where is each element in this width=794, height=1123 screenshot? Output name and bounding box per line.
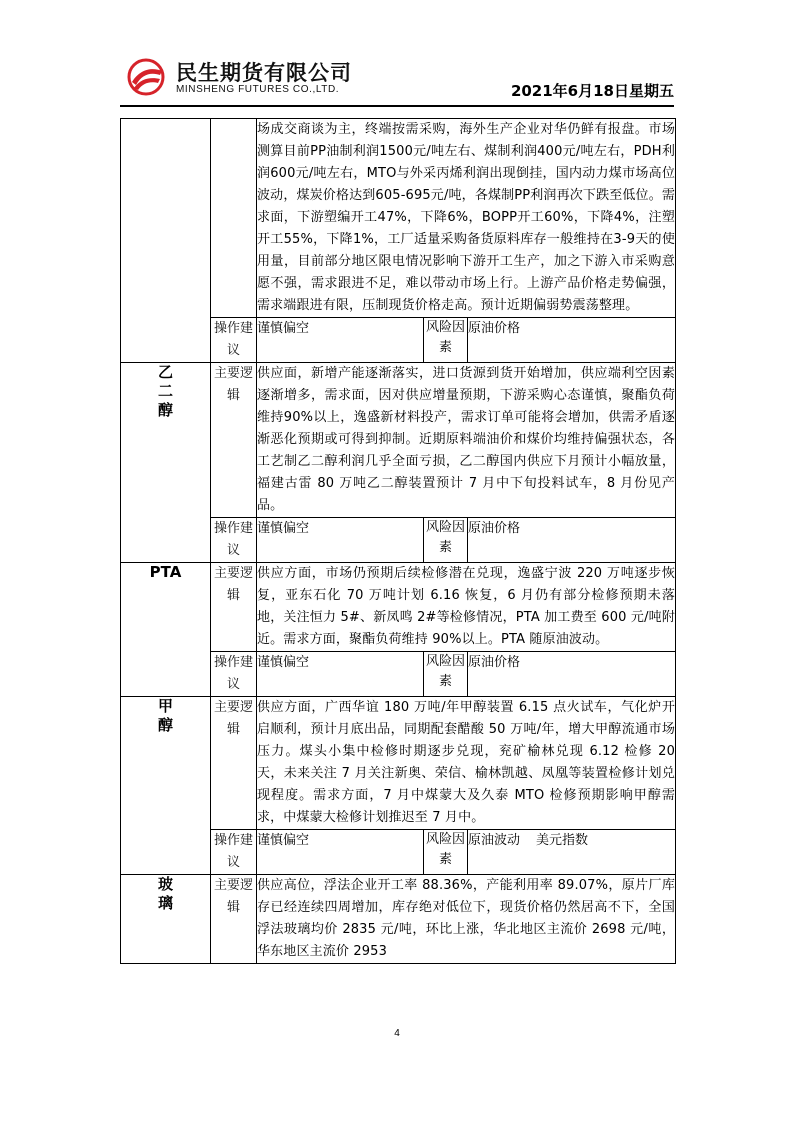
risk-value bbox=[468, 518, 676, 563]
logic-text: 供应高位，浮法企业开工率 88.36%，产能利用率 89.07%，原片厂库存已经连续四周增加，库存绝对低位下，现货价格仍然居高不下，全国浮法玻璃均价 2835 元/吨，环比上涨，华北地区主流价 2698 元/吨，华东地区主流价 2953 bbox=[257, 875, 676, 964]
logic-label: 主要逻辑 bbox=[211, 363, 257, 518]
company-logo bbox=[126, 55, 366, 101]
op-label: 操作建议 bbox=[211, 318, 257, 363]
product-cell bbox=[121, 875, 211, 964]
logic-label: 主要逻辑 bbox=[211, 875, 257, 964]
header-divider bbox=[120, 105, 674, 107]
table-row bbox=[121, 119, 676, 318]
report-date: 2021年6月18日星期五 bbox=[510, 82, 674, 100]
table-row bbox=[121, 697, 676, 830]
product-cell bbox=[121, 363, 211, 563]
risk-item: 原油价格 bbox=[468, 655, 521, 670]
page-number: 4 bbox=[394, 1028, 400, 1039]
logic-text: 场成交商谈为主，终端按需采购，海外生产企业对华仍鲜有报盘。市场测算目前PP油制利润1500元/吨左右、煤制利润400元/吨左右，PDH利润600元/吨左右，MTO与外采丙烯利润出现倒挂，国内动力煤市场高位波动，煤炭价格达到605-695元/吨，各煤制PP利润再次下跌至低位。需求面，下游塑编开工47%，下降6%，BOPP开工60%，下降4%，注塑开工55%，下降1%，工厂适量采购备货原料库存一般维持在3-9天的使用量，目前部分地区限电情况影响下游开工生产，加之下游入市采购意愿不强，需求跟进不足，难以带动市场上行。上游产品价格走势偏强，需求端跟进有限，压制现货价格走高。预计近期偏弱势震荡整理。 bbox=[257, 119, 676, 318]
table-row bbox=[121, 875, 676, 964]
op-label: 操作建议 bbox=[211, 518, 257, 563]
product-name: 甲醇 bbox=[157, 697, 173, 734]
op-value: 谨慎偏空 bbox=[257, 830, 424, 875]
logic-label: 主要逻辑 bbox=[211, 697, 257, 830]
logic-label bbox=[211, 119, 257, 318]
risk-item: 原油价格 bbox=[468, 521, 521, 536]
company-name-en: MINSHENG FUTURES CO.,LTD. bbox=[176, 84, 340, 95]
logic-text: 供应面，新增产能逐渐落实，进口货源到货开始增加，供应端利空因素逐渐增多，需求面，因对供应增量预期，下游采购心态谨慎，聚酯负荷维持90%以上，逸盛新材料投产，需求订单可能将会增加，供需矛盾逐渐恶化预期或可得到抑制。近期原料端油价和煤价均维持偏强状态，各工艺制乙二醇利润几乎全面亏损，乙二醇国内供应下月预计小幅放量，福建古雷 80 万吨乙二醇装置预计 7 月中下旬投料试车，8 月份见产品。 bbox=[257, 363, 676, 518]
product-cell: PTA bbox=[121, 563, 211, 697]
risk-item: 原油价格 bbox=[468, 321, 521, 336]
table-row bbox=[121, 363, 676, 518]
risk-label: 风险因素 bbox=[424, 318, 468, 363]
risk-value bbox=[468, 830, 676, 875]
logic-label: 主要逻辑 bbox=[211, 563, 257, 652]
op-value: 谨慎偏空 bbox=[257, 518, 424, 563]
logo-emblem-icon bbox=[126, 57, 166, 97]
risk-label: 风险因素 bbox=[424, 830, 468, 875]
risk-item: 原油波动 bbox=[468, 833, 521, 848]
logic-text: 供应方面，广西华谊 180 万吨/年甲醇装置 6.15 点火试车，气化炉开启顺利，预计月底出品，同期配套醋酸 50 万吨/年，增大甲醇流通市场压力。煤头小集中检修时期逐步兑现，兖矿榆林兑现 6.12 检修 20 天，未来关注 7 月关注新奥、荣信、榆林凯越、凤凰等装置检修计划兑现程度。需求方面，7 月中煤蒙大及久泰 MTO 检修预期影响甲醇需求，中煤蒙大检修计划推迟至 7 月中。 bbox=[257, 697, 676, 830]
op-value: 谨慎偏空 bbox=[257, 652, 424, 697]
commodity-table bbox=[120, 118, 676, 964]
risk-value bbox=[468, 652, 676, 697]
product-cell bbox=[121, 119, 211, 363]
product-name: 乙二醇 bbox=[157, 363, 173, 419]
op-value: 谨慎偏空 bbox=[257, 318, 424, 363]
risk-label: 风险因素 bbox=[424, 652, 468, 697]
product-cell bbox=[121, 697, 211, 875]
op-label: 操作建议 bbox=[211, 652, 257, 697]
op-label: 操作建议 bbox=[211, 830, 257, 875]
risk-item: 美元指数 bbox=[536, 833, 589, 848]
table-row bbox=[121, 563, 676, 652]
product-name: 玻璃 bbox=[157, 875, 173, 912]
logic-text: 供应方面，市场仍预期后续检修潜在兑现，逸盛宁波 220 万吨逐步恢复，亚东石化 70 万吨计划 6.16 恢复，6 月仍有部分检修预期未落地，关注恒力 5#、新凤鸣 2#等检修情况，PTA 加工费至 600 元/吨附近。需求方面，聚酯负荷维持 90%以上。PTA 随原油波动。 bbox=[257, 563, 676, 652]
company-name-cn: 民生期货有限公司 bbox=[176, 61, 352, 85]
risk-label: 风险因素 bbox=[424, 518, 468, 563]
risk-value bbox=[468, 318, 676, 363]
